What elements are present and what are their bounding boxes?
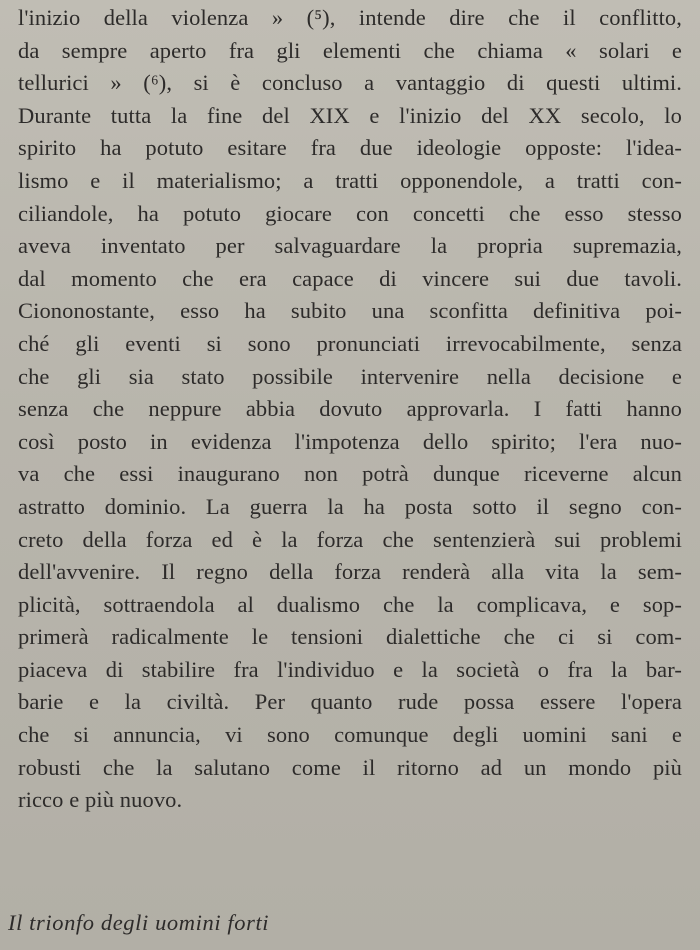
text-line: spirito ha potuto esitare fra due ideologie opposte: l'idea- — [18, 135, 682, 161]
text-line: tellurici » (⁶), si è concluso a vantaggio di questi ultimi. — [18, 70, 682, 96]
text-line: l'inizio della violenza » (⁵), intende dire che il conflitto, — [18, 5, 682, 30]
text-line: primerà radicalmente le tensioni dialettiche che ci si com- — [18, 624, 682, 650]
text-line: da sempre aperto fra gli elementi che chiama « solari e — [18, 37, 682, 63]
text-line: Ciononostante, esso ha subito una sconfitta definitiva poi- — [18, 298, 682, 324]
text-line: piaceva di stabilire fra l'individuo e la società o fra la bar- — [18, 656, 682, 682]
body-text — [18, 2, 682, 817]
text-line: creto della forza ed è la forza che sentenzierà sui problemi — [18, 526, 682, 552]
text-line: astratto dominio. La guerra la ha posta sotto il segno con- — [18, 493, 682, 519]
text-line: ché gli eventi si sono pronunciati irrevocabilmente, senza — [18, 330, 682, 356]
text-line: plicità, sottraendola al dualismo che la complicava, e sop- — [18, 591, 682, 617]
text-line: robusti che la salutano come il ritorno ad un mondo più — [18, 754, 682, 780]
text-line: va che essi inaugurano non potrà dunque riceverne alcun — [18, 461, 682, 487]
text-line: dal momento che era capace di vincere sui due tavoli. — [18, 265, 682, 291]
text-line: che gli sia stato possibile intervenire nella decisione e — [18, 363, 682, 389]
text-line: che si annuncia, vi sono comunque degli uomini sani e — [18, 722, 682, 748]
text-line: barie e la civiltà. Per quanto rude possa essere l'opera — [18, 689, 682, 715]
text-line: lismo e il materialismo; a tratti opponendole, a tratti con- — [18, 167, 682, 193]
text-line: ricco e più nuovo. — [18, 787, 183, 813]
text-line: ciliandole, ha potuto giocare con concetti che esso stesso — [18, 200, 682, 226]
text-line: aveva inventato per salvaguardare la propria supremazia, — [18, 233, 682, 259]
text-line: così posto in evidenza l'impotenza dello spirito; l'era nuo- — [18, 428, 682, 454]
text-line: senza che neppure abbia dovuto approvarla. I fatti hanno — [18, 396, 682, 422]
text-line: dell'avvenire. Il regno della forza renderà alla vita la sem- — [18, 559, 682, 585]
text-line: Durante tutta la fine del XIX e l'inizio del XX secolo, lo — [18, 102, 682, 128]
section-title: Il trionfo degli uomini forti — [8, 910, 270, 935]
